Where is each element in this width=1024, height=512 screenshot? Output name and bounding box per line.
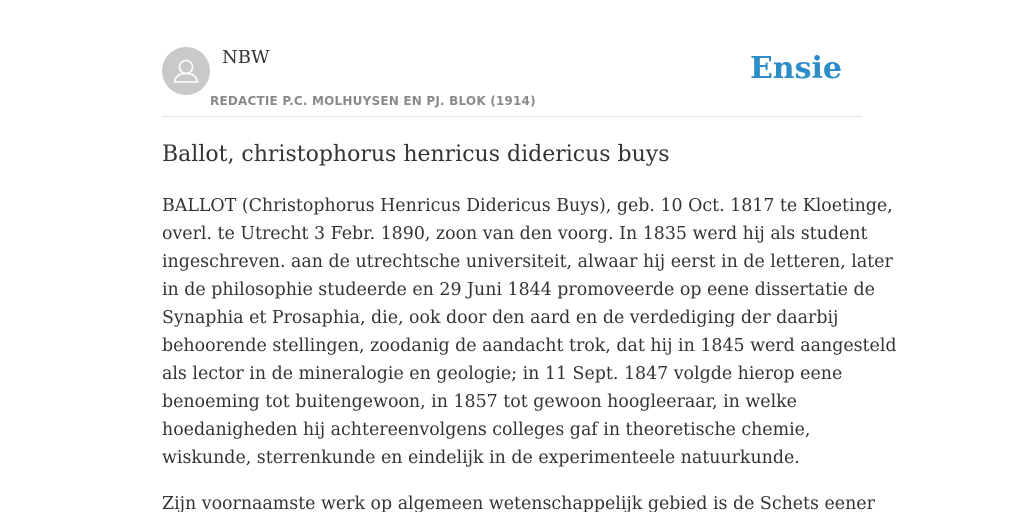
user-icon — [162, 47, 210, 95]
article-title: Ballot, christophorus henricus didericus buys — [162, 142, 670, 167]
text-line: behoorende stellingen, zoodanig de aandacht trok, dat hij in 1845 werd aangesteld — [162, 336, 897, 356]
brand-logo[interactable]: Ensie — [749, 51, 842, 86]
text-line: in de philosophie studeerde en 29 Juni 1844 promoveerde op eene dissertatie de — [162, 280, 875, 300]
article-paragraph-1 — [162, 192, 897, 472]
text-line: Zijn voornaamste werk op algemeen wetenschappelijk gebied is de Schets eener — [162, 494, 875, 512]
author-name[interactable]: NBW — [222, 47, 270, 68]
article-paragraph-2 — [162, 490, 875, 512]
text-line: hoedanigheden hij achtereenvolgens colleges gaf in theoretische chemie, — [162, 420, 811, 440]
text-line: als lector in de mineralogie en geologie; in 11 Sept. 1847 volgde hierop eene — [162, 364, 843, 384]
text-line: BALLOT (Christophorus Henricus Didericus Buys), geb. 10 Oct. 1817 te Kloetinge, — [162, 196, 893, 216]
text-line: wiskunde, sterrenkunde en eindelijk in de experimenteele natuurkunde. — [162, 448, 800, 468]
text-line: benoeming tot buitengewoon, in 1857 tot gewoon hoogleeraar, in welke — [162, 392, 797, 412]
author-avatar[interactable] — [162, 47, 210, 95]
text-line: Synaphia et Prosaphia, die, ook door den aard en de verdediging der daarbij — [162, 308, 839, 328]
text-line: ingeschreven. aan de utrechtsche universiteit, alwaar hij eerst in de letteren, later — [162, 252, 893, 272]
article-card — [162, 0, 897, 512]
text-line: overl. te Utrecht 3 Febr. 1890, zoon van den voorg. In 1835 werd hij als student — [162, 224, 868, 244]
source-subtitle: REDACTIE P.C. MOLHUYSEN EN PJ. BLOK (1914) — [210, 94, 536, 108]
article-header — [162, 0, 862, 117]
